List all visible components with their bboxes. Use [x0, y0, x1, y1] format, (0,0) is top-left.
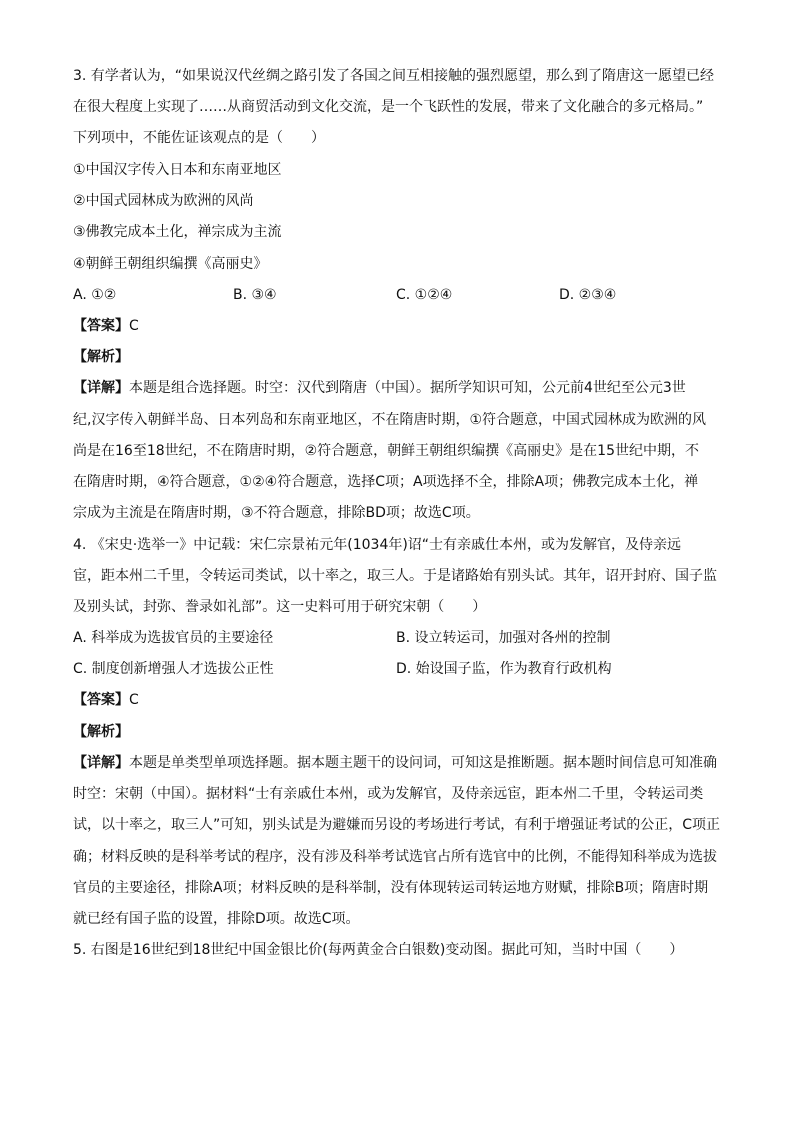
q4-answer-tag: 【答案】: [73, 692, 129, 708]
q3-answer-value: C: [129, 318, 139, 334]
q4-detail-line-3: 试，以十率之，取三人”可知，别头试是为避嫌而另设的考场进行考试，有利于增强证考试的公正，C项正: [73, 817, 721, 833]
q3-detail-line-1: 【详解】本题是组合选择题。时空：汉代到隋唐（中国）。据所学知识可知，公元前4世纪至公元3世: [73, 380, 686, 396]
q3-stem-line-3: 下列项中，不能佐证该观点的是（ ）: [73, 130, 325, 146]
q3-detail-line-2: 纪,汉字传入朝鲜半岛、日本列岛和东南亚地区，不在隋唐时期，①符合题意，中国式园林成为欧洲的风: [73, 412, 706, 428]
q3-option-a: A. ①②: [73, 287, 117, 303]
q4-answer-value: C: [129, 692, 139, 708]
q4-stem-line-3: 及别头试，封弥、誊录如礼部”。这一史料可用于研究宋朝（ ）: [73, 599, 487, 615]
q3-option-d: D. ②③④: [559, 287, 617, 303]
q3-option-b: B. ③④: [233, 287, 277, 303]
q3-answer-tag: 【答案】: [73, 318, 129, 334]
q4-detail-line-6: 就已经有国子监的设置，排除D项。故选C项。: [73, 911, 360, 927]
q4-answer: [73, 690, 725, 710]
q3-stem-line-1: 3. 有学者认为，“如果说汉代丝绸之路引发了各国之间互相接触的强烈愿望，那么到了隋唐这一愿望已经: [73, 68, 715, 84]
q3-stem-line-2: 在很大程度上实现了……从商贸活动到文化交流，是一个飞跃性的发展，带来了文化融合的多元格局。”: [73, 99, 704, 115]
q3-item-3: ③佛教完成本土化，禅宗成为主流: [73, 224, 282, 240]
q3-item-4: ④朝鲜王朝组织编撰《高丽史》: [73, 256, 268, 272]
q5-stem: 5. 右图是16世纪到18世纪中国金银比价(每两黄金合白银数)变动图。据此可知，当时中国（ ）: [73, 942, 684, 958]
q3-analysis-tag: 【解析】: [73, 349, 129, 365]
q4-option-a: A. 科举成为选拔官员的主要途径: [73, 630, 274, 646]
q3-detail-line-5: 宗成为主流是在隋唐时期，③不符合题意，排除BD项；故选C项。: [73, 505, 480, 521]
q4-option-d: D. 始设国子监，作为教育行政机构: [396, 661, 612, 677]
q3-item-1: ①中国汉字传入日本和东南亚地区: [73, 162, 282, 178]
q4-option-b: B. 设立转运司，加强对各州的控制: [396, 630, 611, 646]
q3-option-c: C. ①②④: [396, 287, 453, 303]
q4-detail-line-4: 确；材料反映的是科举考试的程序，没有涉及科举考试选官占所有选官中的比例，不能得知科举成为选拔: [73, 849, 717, 865]
q3-detail-line-3: 尚是在16至18世纪，不在隋唐时期，②符合题意，朝鲜王朝组织编撰《高丽史》是在15世纪中期，不: [73, 443, 699, 459]
q4-analysis-tag: 【解析】: [73, 724, 129, 740]
q4-detail-line-1: 【详解】本题是单类型单项选择题。据本题主题干的设问词，可知这是推断题。据本题时间信息可知准确: [73, 755, 717, 771]
q4-stem-line-2: 宦，距本州二千里，令转运司类试，以十率之，取三人。于是诸路始有别头试。其年，诏开封府、国子监: [73, 568, 717, 584]
q3-item-2: ②中国式园林成为欧洲的风尚: [73, 193, 254, 209]
q4-stem-line-1: 4. 《宋史·选举一》中记载：宋仁宗景祐元年(1034年)诏“士有亲戚仕本州，或为发解官，及侍亲远: [73, 537, 682, 553]
q3-detail-line-4: 在隋唐时期，④符合题意，①②④符合题意，选择C项；A项选择不全，排除A项；佛教完成本土化，禅: [73, 474, 699, 490]
q3-answer: [73, 316, 725, 336]
q4-detail-tag: 【详解】: [73, 755, 129, 771]
q4-option-c: C. 制度创新增强人才选拔公正性: [73, 661, 274, 677]
q4-detail-line-2: 时空：宋朝（中国）。据材料“士有亲戚仕本州，或为发解官，及侍亲远宦，距本州二千里，令转运司类: [73, 786, 704, 802]
q3-detail-tag: 【详解】: [73, 380, 129, 396]
q4-detail-line-5: 官员的主要途径，排除A项；材料反映的是科举制，没有体现转运司转运地方财赋，排除B项；隋唐时期: [73, 880, 709, 896]
